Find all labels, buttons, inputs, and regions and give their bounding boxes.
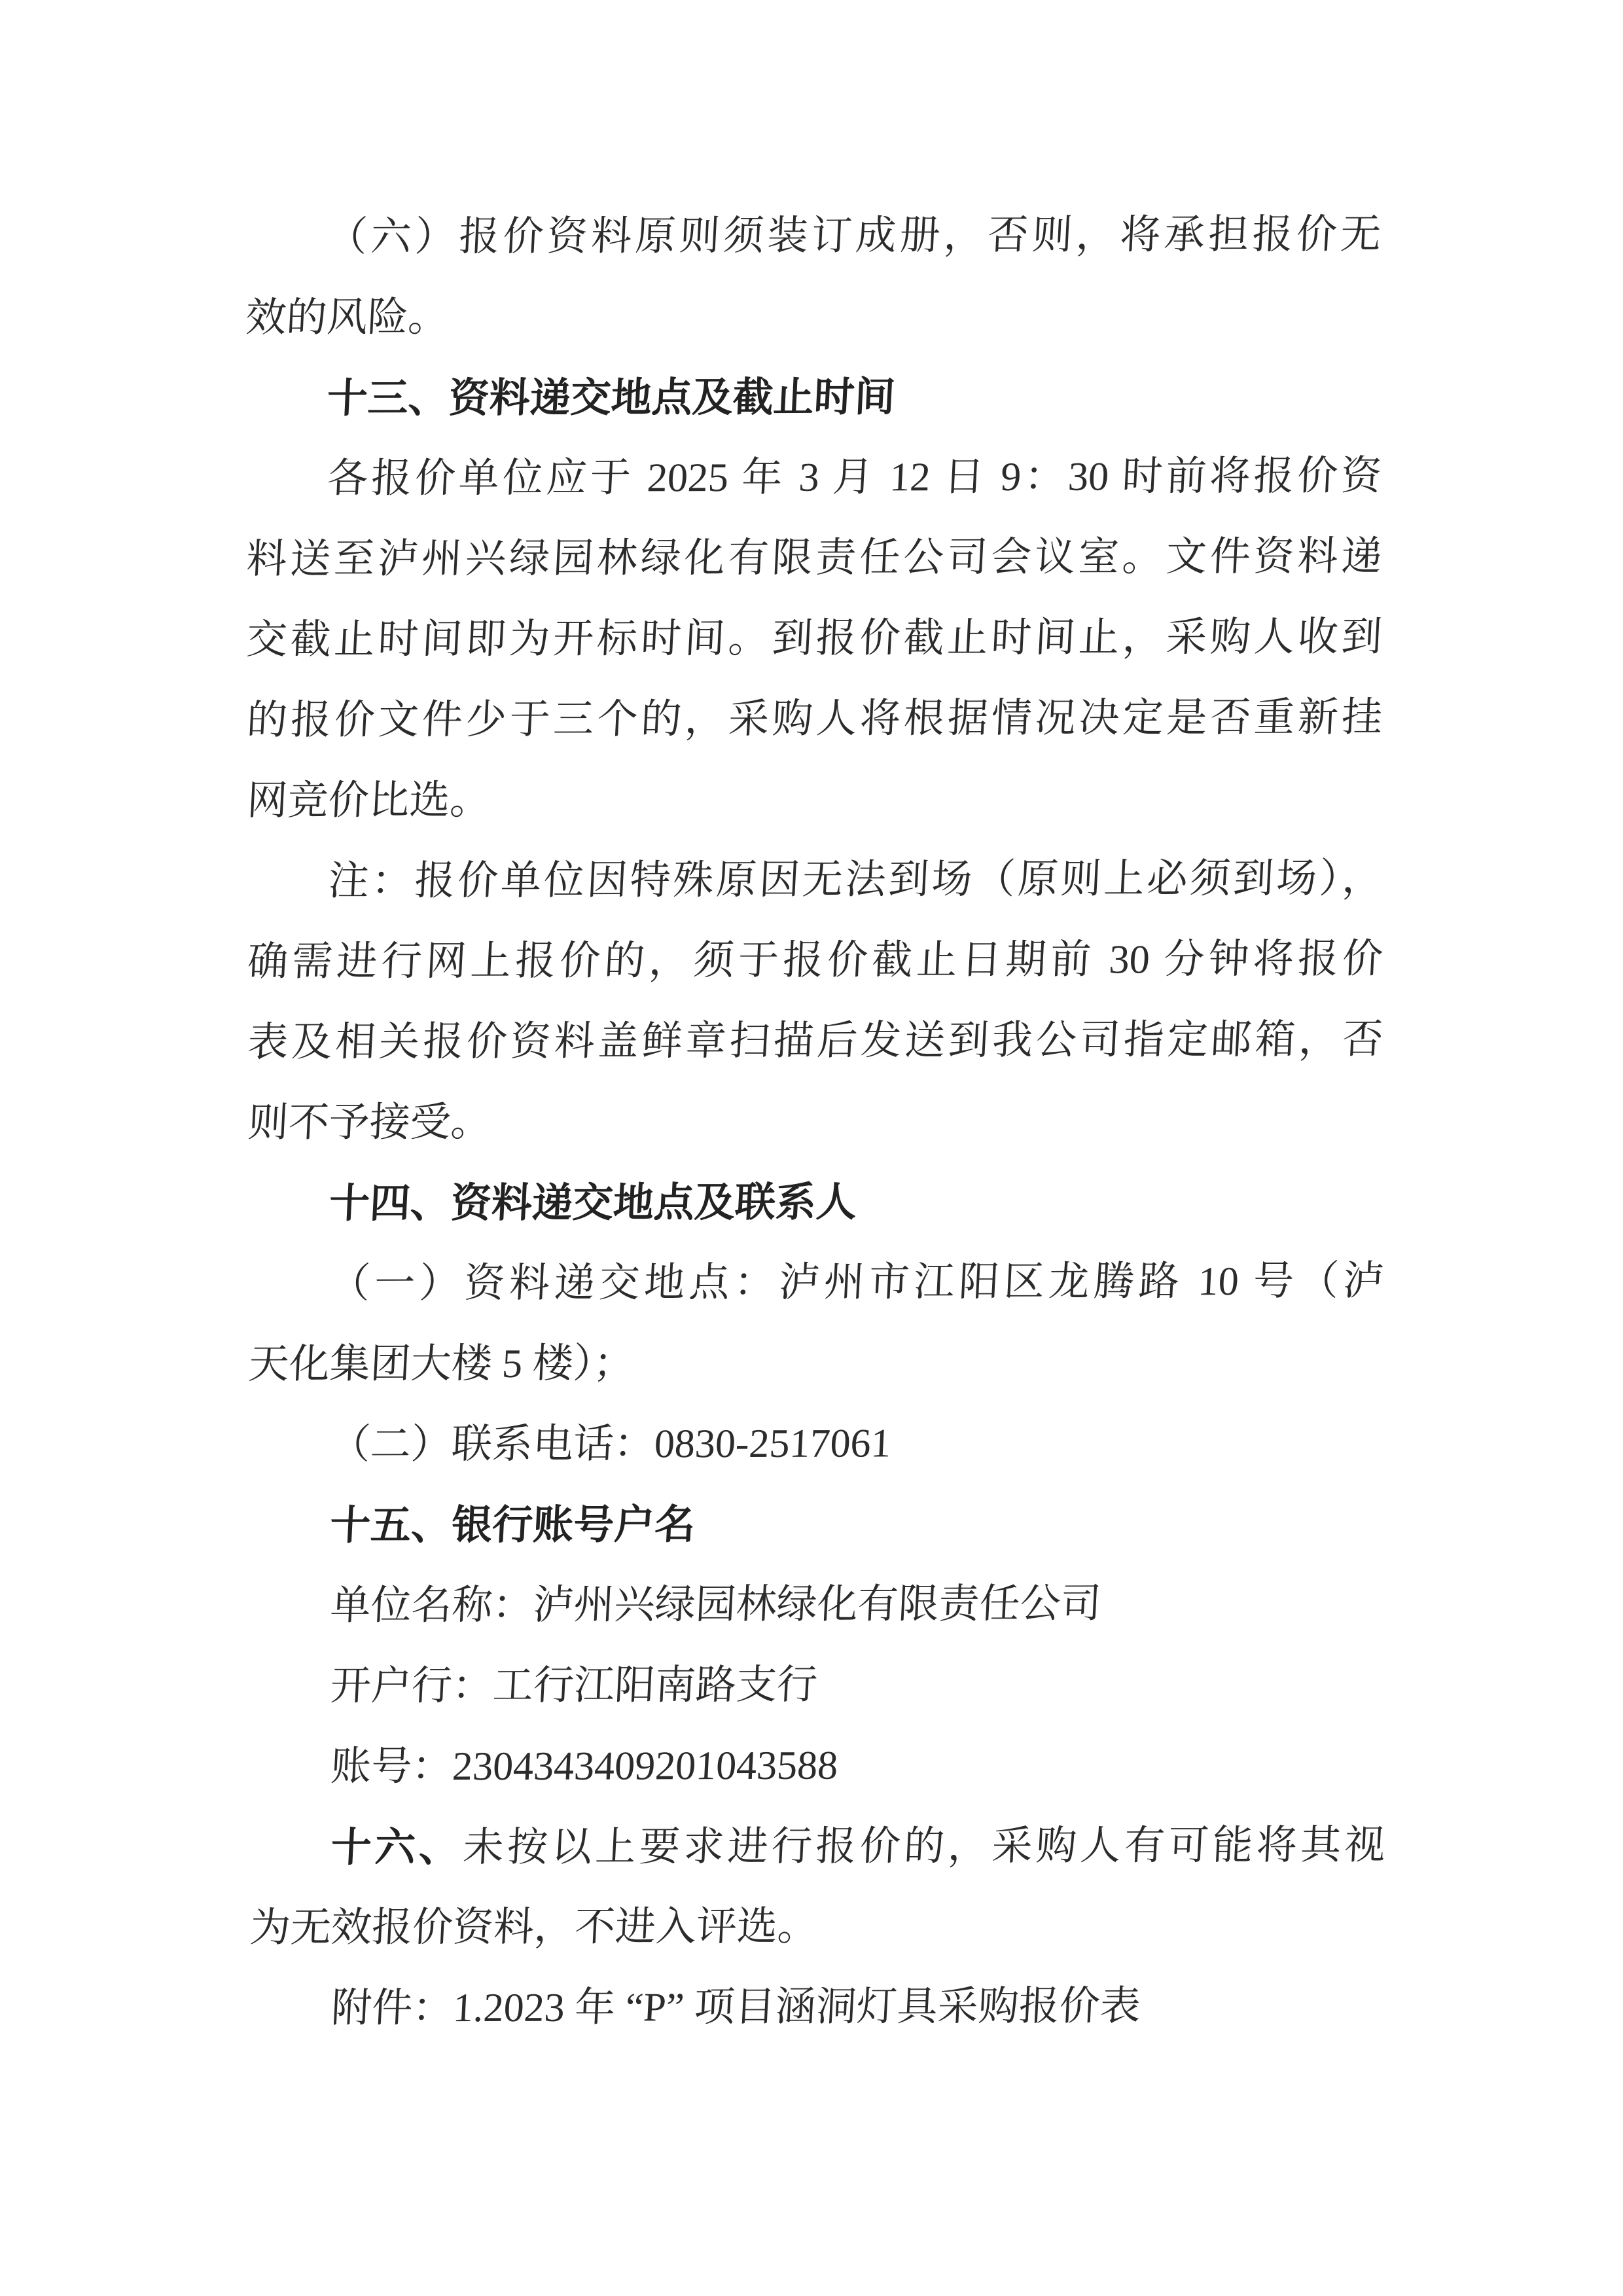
delivery-address-line-2 — [247, 1321, 1386, 1405]
heading-text-run: 十四、资料递交地点及联系人 — [328, 1179, 858, 1227]
section-16-line-1 — [248, 1804, 1387, 1888]
body-text-run: 交截止时间即为开标时间。到报价截止时间止，采购人收到 — [245, 615, 1383, 663]
body-text-run: 单位名称：泸州兴绿园林绿化有限责任公司 — [329, 1581, 1103, 1628]
body-text-run: 则不予接受。 — [247, 1100, 493, 1145]
note-line-4 — [246, 1080, 1385, 1164]
heading-text-run: 十六、 — [329, 1825, 465, 1871]
bank-branch-line — [247, 1643, 1387, 1727]
body-text-run: 确需进行网上报价的，须于报价截止日期前 30 分钟将报价 — [246, 937, 1384, 985]
body-text-run: 附件：1.2023 年 “P” 项目涵洞灯具采购报价表 — [330, 1984, 1142, 2031]
section-13-line-3 — [245, 597, 1384, 681]
body-text-run: （六）报价资料原则须装订成册，否则，将承担报价无 — [325, 212, 1382, 260]
body-text-run: 未按以上要求进行报价的，采购人有可能将其视 — [461, 1823, 1387, 1871]
section-13-line-2 — [244, 516, 1383, 600]
heading-text-run: 十三、资料递交地点及截止时间 — [326, 374, 897, 422]
heading-section-13 — [244, 355, 1383, 439]
heading-section-15 — [247, 1482, 1386, 1566]
attachment-line — [248, 1965, 1387, 2049]
note-line-2 — [245, 919, 1385, 1003]
body-text-run: 账号：2304343409201043588 — [329, 1743, 840, 1789]
bank-account-name-line — [247, 1563, 1387, 1647]
clause-6-line-1 — [243, 194, 1383, 278]
delivery-address-line-1 — [246, 1241, 1385, 1325]
body-text-run: 网竞价比选。 — [245, 778, 492, 824]
note-line-3 — [245, 999, 1385, 1083]
section-16-line-2 — [248, 1885, 1387, 1969]
heading-text-run: 十五、银行账号户名 — [329, 1502, 697, 1549]
body-text-run: 效的风险。 — [244, 295, 450, 341]
body-text-run: 的报价文件少于三个的，采购人将根据情况决定是否重新挂 — [245, 695, 1383, 744]
heading-section-14 — [246, 1160, 1385, 1244]
note-line-1 — [245, 838, 1385, 922]
body-text-run: 开户行：工行江阳南路支行 — [329, 1662, 819, 1709]
section-13-line-1 — [244, 436, 1383, 520]
body-text-run: 注：报价单位因特殊原因无法到场（原则上必须到场）， — [327, 856, 1384, 904]
body-text-run: 为无效报价资料，不进入评选。 — [249, 1904, 819, 1950]
body-text-run: 天化集团大楼 5 楼）； — [247, 1341, 635, 1387]
body-text-run: 表及相关报价资料盖鲜章扫描后发送到我公司指定邮箱，否 — [246, 1017, 1385, 1065]
bank-account-number-line — [247, 1724, 1387, 1808]
body-text-run: （二）联系电话：0830-2517061 — [329, 1421, 893, 1467]
section-13-line-4 — [245, 677, 1384, 761]
document-text-block — [245, 194, 1385, 2049]
body-text-run: 料送至泸州兴绿园林绿化有限责任公司会议室。文件资料递 — [245, 534, 1383, 583]
body-text-run: 各报价单位应于 2025 年 3 月 12 日 9：30 时前将报价资 — [326, 454, 1383, 501]
clause-6-line-2 — [243, 275, 1383, 359]
section-13-line-5 — [245, 758, 1384, 842]
body-text-run: （一）资料递交地点：泸州市江阳区龙腾路 10 号（泸 — [328, 1259, 1385, 1306]
contact-phone-line — [247, 1402, 1386, 1486]
